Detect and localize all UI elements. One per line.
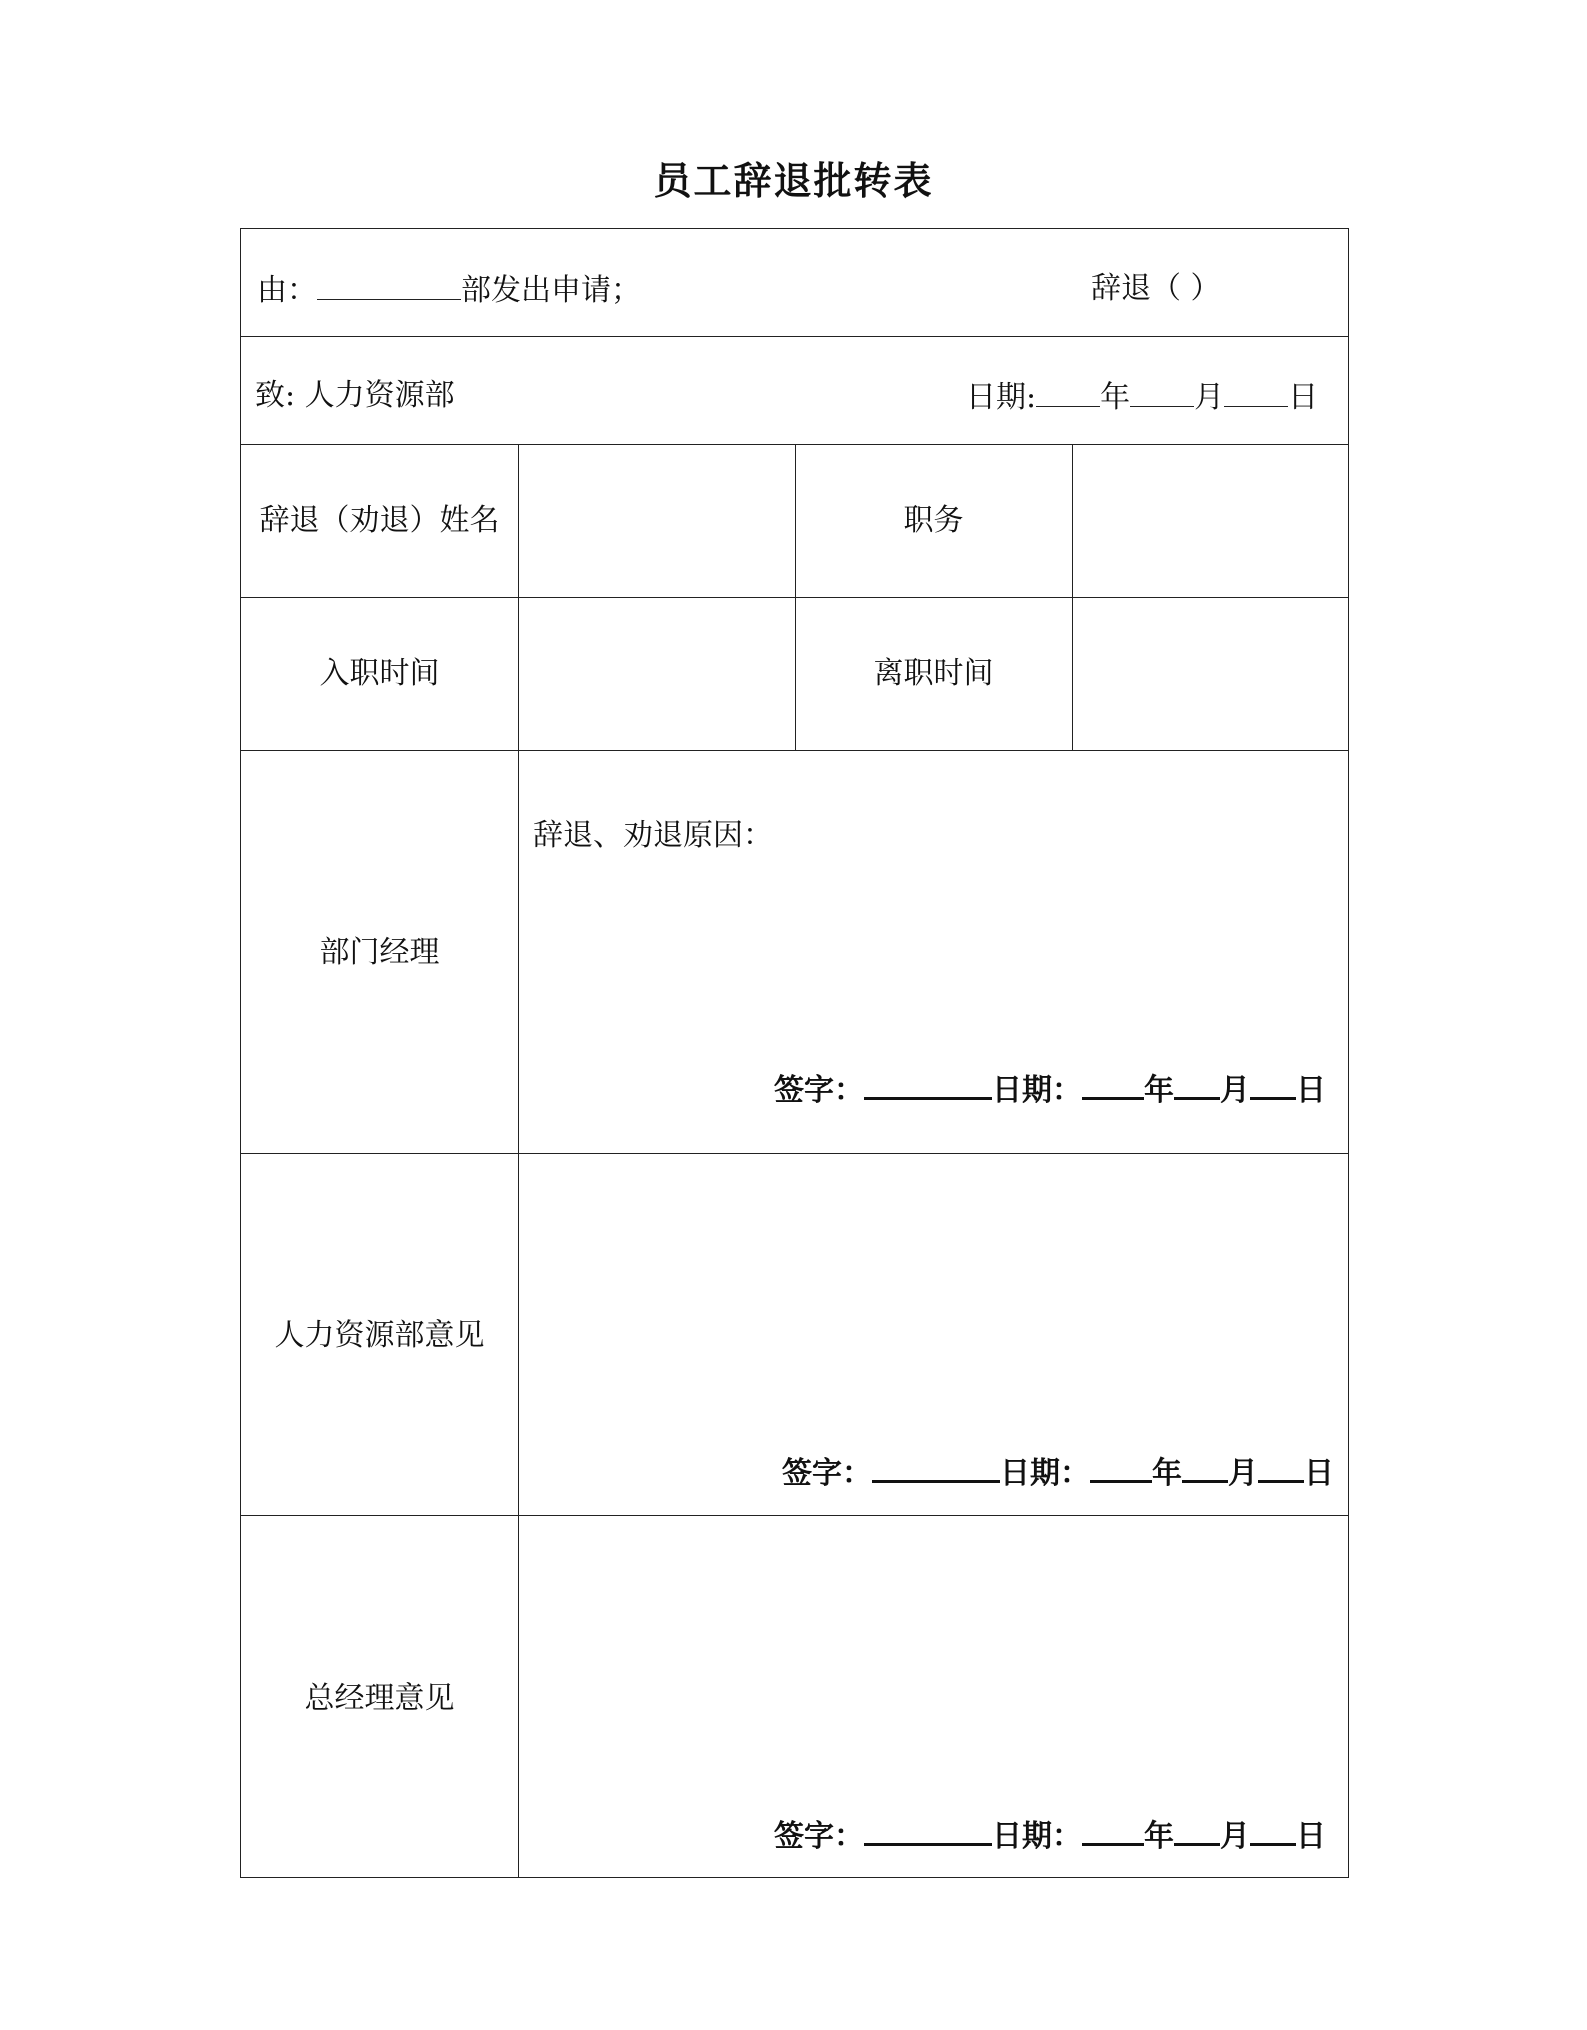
month-label: 月 (1228, 1456, 1258, 1491)
month-blank[interactable] (1174, 1069, 1220, 1100)
gm-signature-row (774, 1815, 1326, 1855)
leave-date-label: 离职时间 (873, 656, 994, 691)
row-divider (241, 1153, 1348, 1154)
hr-opinion-label: 人力资源部意见 (274, 1318, 485, 1353)
year-label: 年 (1100, 380, 1131, 415)
dismiss-checkbox-label[interactable]: 辞退（ ） (1091, 271, 1221, 306)
signature-blank[interactable] (864, 1815, 992, 1846)
row-divider (241, 336, 1348, 337)
form-title: 员工辞退批转表 (653, 158, 934, 203)
month-blank[interactable] (1174, 1815, 1220, 1846)
leave-date-field[interactable] (1074, 598, 1347, 748)
day-label: 日 (1288, 380, 1319, 415)
year-blank[interactable] (1082, 1815, 1144, 1846)
date-label: 日期： (1000, 1456, 1090, 1491)
gm-opinion-label: 总经理意见 (304, 1681, 455, 1716)
from-prefix: 由： (257, 273, 317, 308)
sign-label: 签字： (774, 1073, 864, 1108)
year-label: 年 (1144, 1819, 1174, 1854)
day-blank[interactable] (1224, 378, 1288, 407)
to-label: 致: 人力资源部 (255, 378, 455, 413)
hire-date-field[interactable] (520, 598, 793, 748)
column-divider (518, 444, 519, 1877)
year-blank[interactable] (1036, 378, 1100, 407)
month-label: 月 (1220, 1073, 1250, 1108)
dept-manager-label: 部门经理 (319, 935, 440, 970)
row-divider (241, 750, 1348, 751)
sign-label: 签字： (782, 1456, 872, 1491)
dismissal-reason-label: 辞退、劝退原因： (533, 818, 773, 853)
sign-label: 签字： (774, 1819, 864, 1854)
day-label: 日 (1296, 1073, 1326, 1108)
department-blank[interactable] (317, 271, 461, 300)
header-date (966, 378, 1318, 416)
column-divider (795, 444, 796, 750)
date-label: 日期： (992, 1073, 1082, 1108)
signature-blank[interactable] (864, 1069, 992, 1100)
hire-date-label: 入职时间 (319, 656, 440, 691)
from-row (257, 271, 641, 309)
month-blank[interactable] (1182, 1452, 1228, 1483)
day-label: 日 (1296, 1819, 1326, 1854)
month-blank[interactable] (1130, 378, 1194, 407)
year-label: 年 (1152, 1456, 1182, 1491)
dismissal-form (240, 228, 1349, 1878)
day-blank[interactable] (1250, 1069, 1296, 1100)
hr-signature-row (782, 1452, 1334, 1492)
name-label: 辞退（劝退）姓名 (259, 503, 500, 538)
month-label: 月 (1194, 380, 1225, 415)
day-blank[interactable] (1250, 1815, 1296, 1846)
year-blank[interactable] (1082, 1069, 1144, 1100)
month-label: 月 (1220, 1819, 1250, 1854)
date-label: 日期： (992, 1819, 1082, 1854)
year-blank[interactable] (1090, 1452, 1152, 1483)
position-field[interactable] (1074, 445, 1347, 595)
year-label: 年 (1144, 1073, 1174, 1108)
position-label: 职务 (903, 503, 964, 538)
row-divider (241, 1515, 1348, 1516)
from-suffix: 部发出申请； (461, 273, 641, 308)
column-divider (1072, 444, 1073, 750)
day-blank[interactable] (1258, 1452, 1304, 1483)
signature-blank[interactable] (872, 1452, 1000, 1483)
day-label: 日 (1304, 1456, 1334, 1491)
name-field[interactable] (520, 445, 793, 595)
dept-manager-signature-row (774, 1069, 1326, 1109)
date-label: 日期: (966, 380, 1037, 415)
